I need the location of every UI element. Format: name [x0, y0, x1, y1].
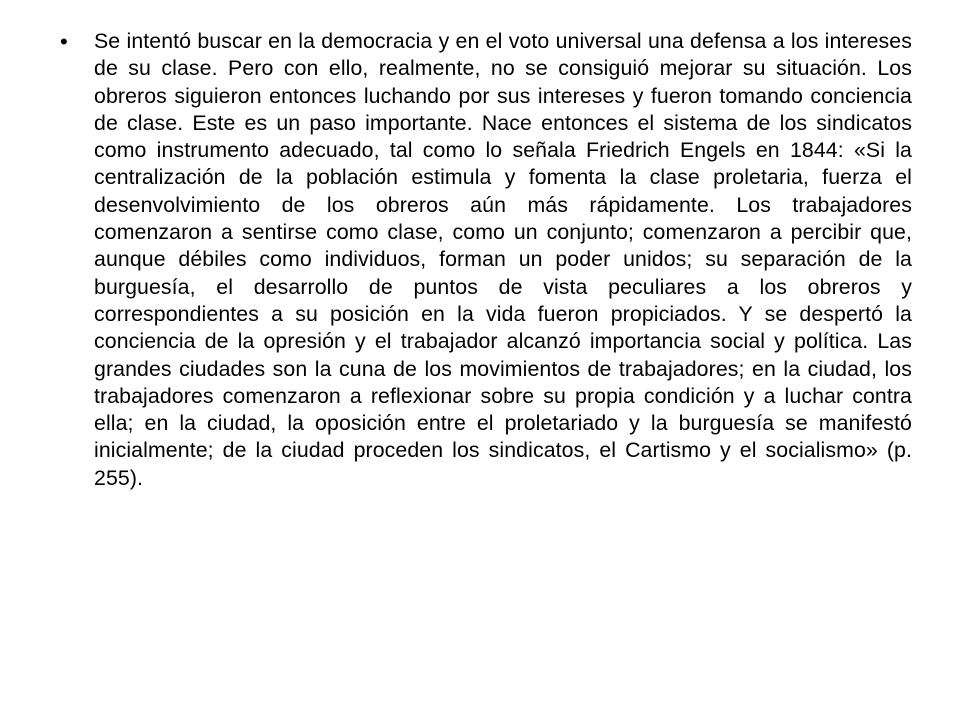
bullet-item	[60, 28, 912, 492]
bullet-list	[60, 28, 912, 492]
bullet-marker: •	[60, 29, 68, 54]
bullet-text: Se intentó buscar en la democracia y en el voto universal una defensa a los intereses de su clase. Pero con ello, realmente, no se consiguió mejorar su situación. Los obreros siguieron entonces luchando por sus intereses y fueron tomando conciencia de clase. Este es un paso importante. Nace entonces el sistema de los sindicatos como instrumento adecuado, tal como lo señala Friedrich Engels en 1844: «Si la centralización de la población estimula y fomenta la clase proletaria, fuerza el desenvolvimiento de los obreros aún más rápidamente. Los trabajadores comenzaron a sentirse como clase, como un conjunto; comenzaron a percibir que, aunque débiles como individuos, forman un poder unidos; su separación de la burguesía, el desarrollo de puntos de vista peculiares a los obreros y correspondientes a su posición en la vida fueron propiciados. Y se despertó la conciencia de la opresión y el trabajador alcanzó importancia social y política. Las grandes ciudades son la cuna de los movimientos de trabajadores; en la ciudad, los trabajadores comenzaron a reflexionar sobre su propia condición y a luchar contra ella; en la ciudad, la oposición entre el proletariado y la burguesía se manifestó inicialmente; de la ciudad proceden los sindicatos, el Cartismo y el socialismo» (p. 255).	[94, 29, 912, 490]
